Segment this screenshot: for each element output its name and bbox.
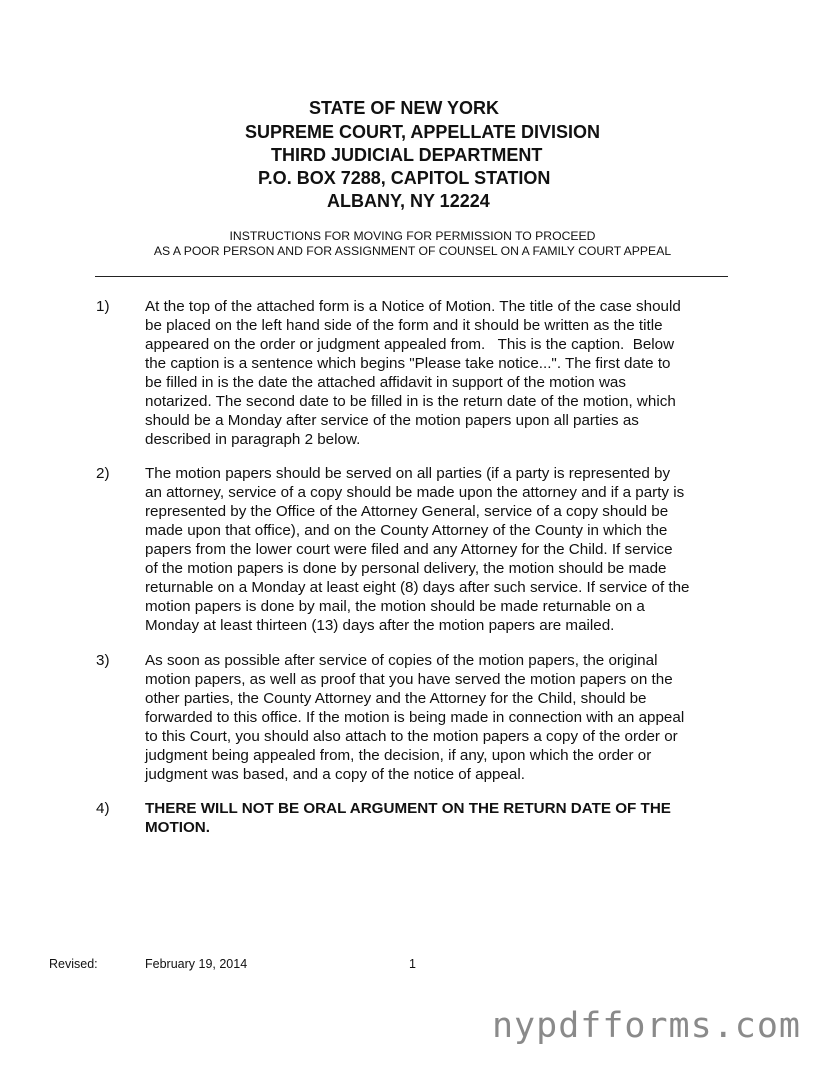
page-number: 1 <box>409 957 416 971</box>
item-text <box>145 297 730 449</box>
site-watermark: nypdfforms.com <box>491 1006 801 1046</box>
item-line: returnable on a Monday at least eight (8) days after such service. If service of the <box>145 579 690 596</box>
item-number: 3) <box>96 652 110 669</box>
item-line: judgment being appealed from, the decision, if any, upon which the order or <box>145 747 652 764</box>
header-court: SUPREME COURT, APPELLATE DIVISION <box>245 122 601 142</box>
header-department: THIRD JUDICIAL DEPARTMENT <box>271 145 543 165</box>
item-line: judgment was based, and a copy of the notice of appeal. <box>145 766 525 783</box>
item-line: Monday at least thirteen (13) days after the motion papers are mailed. <box>145 617 615 634</box>
item-text <box>145 799 730 837</box>
item-line: be placed on the left hand side of the form and it should be written as the title <box>145 317 663 334</box>
item-line: forwarded to this office. If the motion is being made in connection with an appeal <box>145 709 685 726</box>
item-line: THERE WILL NOT BE ORAL ARGUMENT ON THE RETURN DATE OF THE <box>145 800 671 817</box>
item-line: appeared on the order or judgment appealed from. This is the caption. Below <box>145 336 675 353</box>
header-state: STATE OF NEW YORK <box>309 98 500 118</box>
item-number: 2) <box>96 465 110 482</box>
item-line: the caption is a sentence which begins "Please take notice...". The first date to <box>145 355 671 372</box>
revised-date: February 19, 2014 <box>145 957 248 971</box>
item-number: 1) <box>96 298 110 315</box>
item-line: motion papers is done by mail, the motion should be made returnable on a <box>145 598 645 615</box>
item-line: motion papers, as well as proof that you have served the motion papers on the <box>145 671 673 688</box>
header-po-box: P.O. BOX 7288, CAPITOL STATION <box>258 168 551 188</box>
item-line: an attorney, service of a copy should be made upon the attorney and if a party is <box>145 484 685 501</box>
header-city: ALBANY, NY 12224 <box>327 191 490 211</box>
item-line: described in paragraph 2 below. <box>145 431 361 448</box>
item-line: other parties, the County Attorney and the Attorney for the Child, should be <box>145 690 647 707</box>
item-text <box>145 464 730 635</box>
item-line: The motion papers should be served on all parties (if a party is represented by <box>145 465 671 482</box>
item-line: of the motion papers is done by personal delivery, the motion should be made <box>145 560 667 577</box>
item-line: At the top of the attached form is a Notice of Motion. The title of the case should <box>145 298 681 315</box>
item-number: 4) <box>96 800 110 817</box>
instructions-title-line-1: INSTRUCTIONS FOR MOVING FOR PERMISSION TO PROCEED <box>229 229 596 243</box>
item-line: notarized. The second date to be filled in is the return date of the motion, which <box>145 393 676 410</box>
item-line: should be a Monday after service of the motion papers upon all parties as <box>145 412 639 429</box>
item-line: made upon that office), and on the County Attorney of the County in which the <box>145 522 668 539</box>
item-line: As soon as possible after service of copies of the motion papers, the original <box>145 652 658 669</box>
revised-label: Revised: <box>49 957 98 971</box>
instructions-title-line-2: AS A POOR PERSON AND FOR ASSIGNMENT OF COUNSEL ON A FAMILY COURT APPEAL <box>153 244 672 258</box>
horizontal-divider <box>95 276 728 277</box>
item-line: represented by the Office of the Attorney General, service of a copy should be <box>145 503 669 520</box>
item-text <box>145 651 730 784</box>
item-line: be filled in is the date the attached affidavit in support of the motion was <box>145 374 626 391</box>
item-line: papers from the lower court were filed and any Attorney for the Child. If service <box>145 541 673 558</box>
item-line: to this Court, you should also attach to the motion papers a copy of the order or <box>145 728 678 745</box>
item-line: MOTION. <box>145 819 210 836</box>
